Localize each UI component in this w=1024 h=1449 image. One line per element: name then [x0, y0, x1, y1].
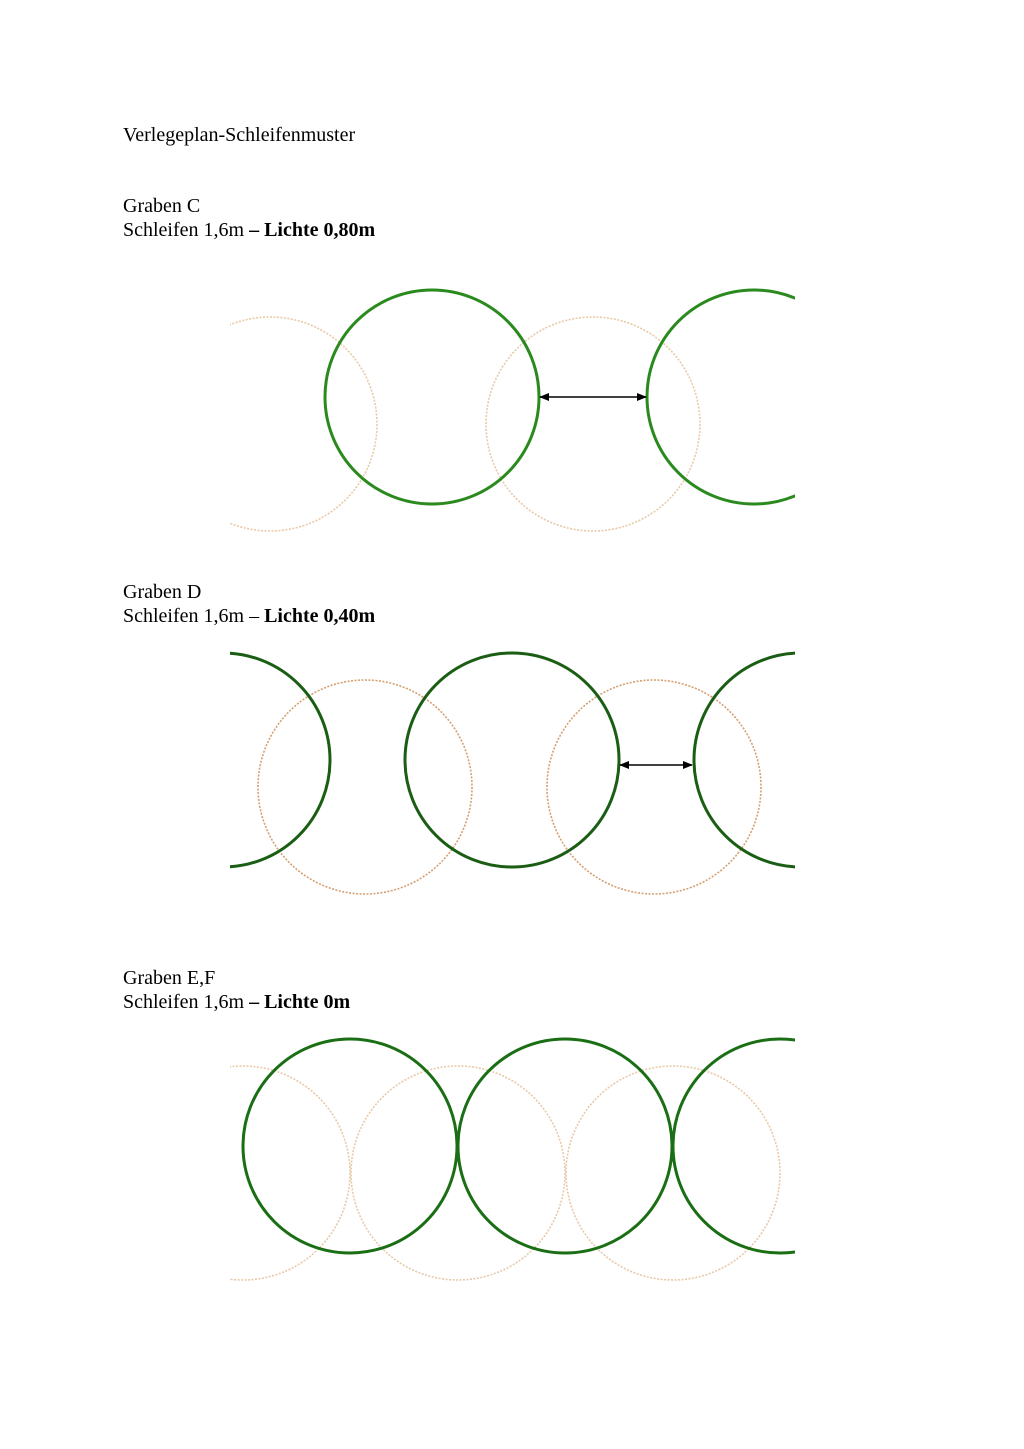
section-ef-dash: –	[249, 991, 260, 1013]
section-c-dash: –	[249, 219, 260, 241]
section-d-loop-label: Schleifen 1,6m	[123, 605, 245, 627]
section-ef-loop	[458, 1039, 672, 1253]
section-ef-name: Graben E,F	[123, 967, 216, 989]
section-ef-subtitle	[123, 990, 350, 1014]
section-d-dash: –	[249, 605, 260, 627]
section-c-loop	[325, 290, 539, 504]
section-ef-loop	[673, 1039, 887, 1253]
section-d-loop	[405, 653, 619, 867]
section-d-diagram	[116, 653, 908, 894]
section-ef-clearance-label: Lichte 0m	[264, 991, 351, 1013]
section-ef-loop	[243, 1039, 457, 1253]
section-d-clearance-label: Lichte 0,40m	[264, 605, 376, 627]
section-ef-loop-label: Schleifen 1,6m	[123, 991, 245, 1013]
section-c-loop	[647, 290, 861, 504]
section-d-loop	[694, 653, 908, 867]
section-c-loop-label: Schleifen 1,6m	[123, 219, 245, 241]
document-title: Verlegeplan-Schleifenmuster	[123, 124, 356, 146]
section-d-return-loop	[547, 680, 761, 894]
section-d-name: Graben D	[123, 581, 202, 603]
section-c-return-loop	[163, 317, 377, 531]
section-c-return-loop	[486, 317, 700, 531]
section-ef-diagram	[136, 1039, 887, 1280]
section-d-loop	[116, 653, 330, 867]
section-ef-heading	[123, 966, 350, 1014]
section-c-name: Graben C	[123, 195, 201, 217]
section-d-heading	[123, 580, 375, 628]
section-c-diagram	[163, 290, 861, 531]
section-d-subtitle	[123, 604, 375, 628]
section-c-clearance-label: Lichte 0,80m	[264, 219, 376, 241]
section-d-return-loop	[258, 680, 472, 894]
